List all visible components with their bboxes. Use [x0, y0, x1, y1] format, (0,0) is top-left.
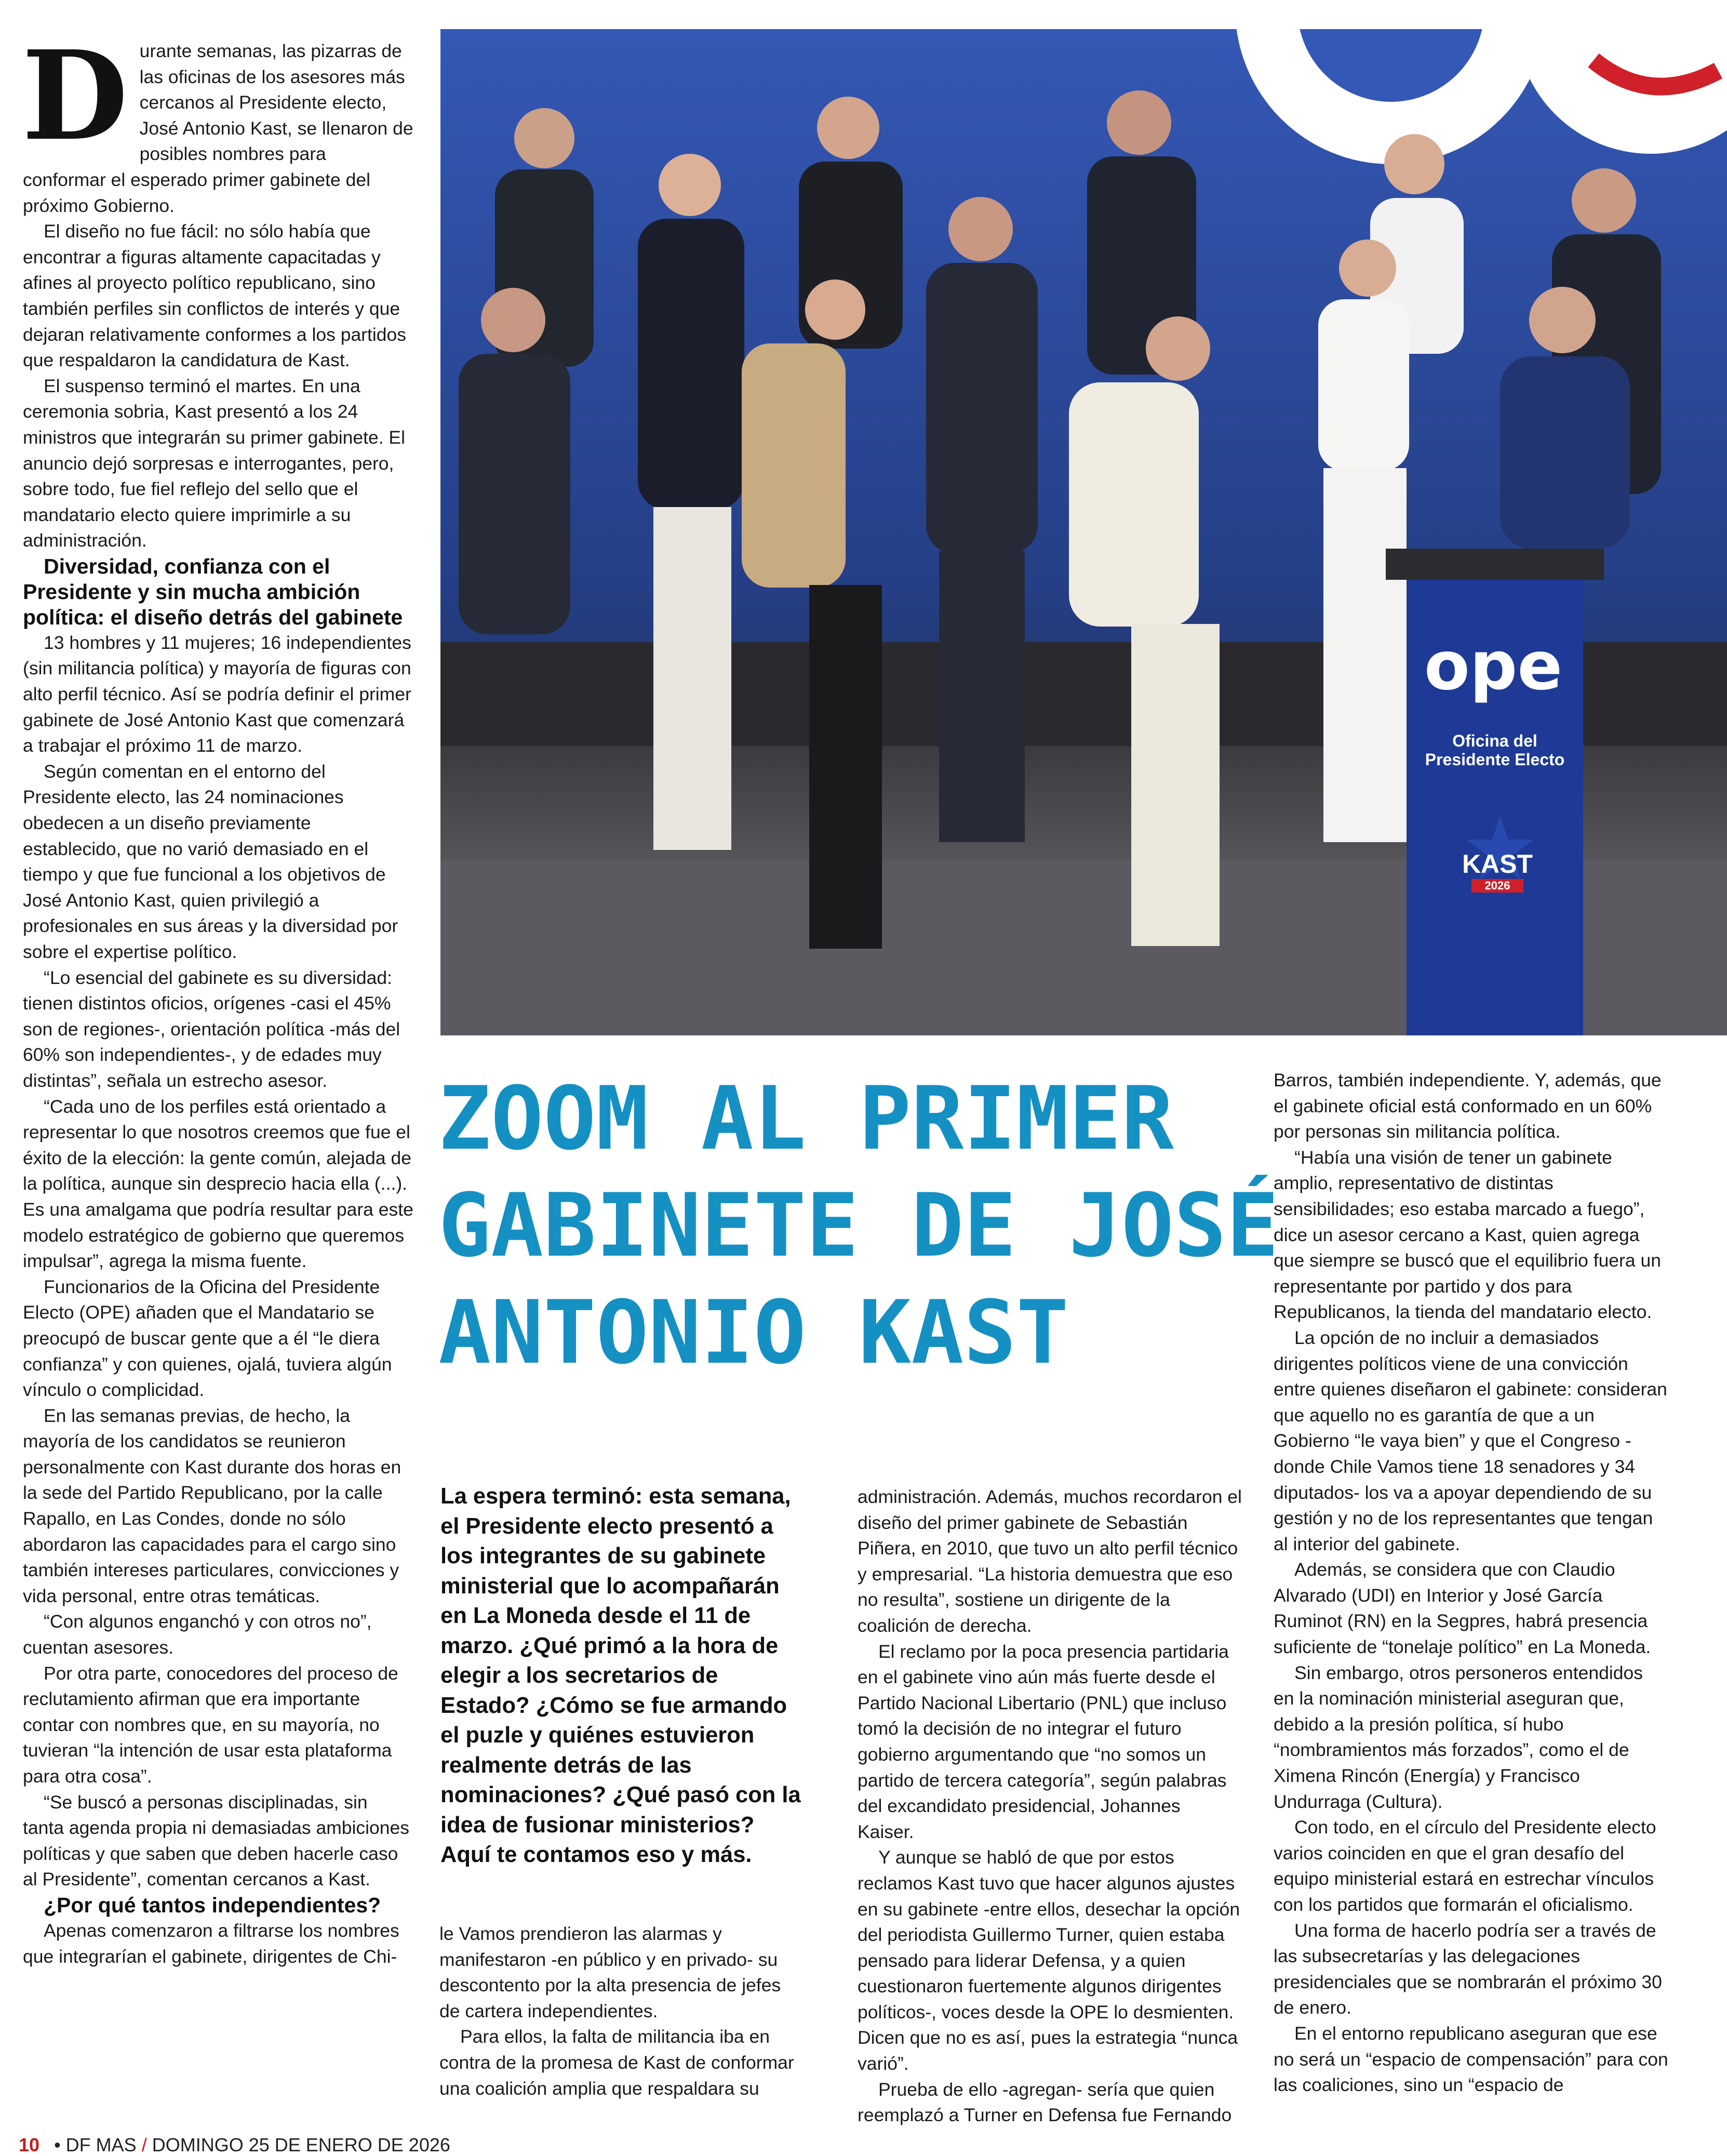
article-column-1 [22, 23, 413, 1969]
drop-cap: D [22, 23, 128, 168]
paragraph: Según comentan en el entorno del Presidente electo, las 24 nominaciones obedecen a un diseño previamente establecido, que no varió demasiado en el tiempo y que fue funcional a los objetivos de José Antonio Kast, quien privilegió a profesionales en sus áreas y la diversidad por sobre el expertise político. [23, 761, 398, 962]
headline [438, 1065, 1279, 1386]
footer-separator: / [141, 2134, 147, 2155]
paragraph: Apenas comenzaron a filtrarse los nombres que integrarían el gabinete, dirigentes de Chi- [23, 1920, 399, 1967]
headline-line-2: GABINETE DE JOSÉ [438, 1175, 1279, 1276]
paragraph: El diseño no fue fácil: no sólo había que encontrar a figuras altamente capacitadas y afines al proyecto político republicano, sino también perfiles sin conflictos de interés y que dejaran relativamente conformes a los partidos que respaldaron la candidatura de Kast. [23, 221, 406, 371]
paragraph: El reclamo por la poca presencia partidaria en el gabinete vino aún más fuerte desde el Partido Nacional Libertario (PNL) que incluso tomó la decisión de no integrar el futuro gobierno argumentando que “no somos un partido de tercera categoría”, según palabras del excandidato presidencial, Johannes Kaiser. [858, 1641, 1229, 1842]
paragraph: Funcionarios de la Oficina del Presidente Electo (OPE) añaden que el Mandatario se preocupó de buscar gente que a él “le diera confianza” y con quienes, ojalá, tuviera algún vínculo o complicidad. [23, 1276, 392, 1401]
paragraph: “Se buscó a personas disciplinadas, sin tanta agenda propia ni demasiadas ambiciones políticas y que saben que deben hacerle caso al Presidente”, comentan cercanos a Kast. [23, 1791, 410, 1890]
paragraph: Barros, también independiente. Y, además, que el gabinete oficial está conformado en un 60% por personas sin militancia política. [1274, 1070, 1662, 1142]
podium-subtitle-1: Oficina del [1452, 731, 1537, 750]
podium-badge-year: 2026 [1471, 879, 1523, 893]
paragraph: Además, se considera que con Claudio Alvarado (UDI) en Interior y José García Ruminot (RN) en la Segpres, habrá presencia suficiente de “tonelaje político” en La Moneda. [1274, 1559, 1651, 1658]
page-number: 10 [19, 2134, 40, 2155]
podium-badge: KAST [1462, 849, 1533, 879]
paragraph: Por otra parte, conocedores del proceso de reclutamiento afirman que era importante contar con nombres que, en su mayoría, no tuvieran “la intención de usar esta plataforma para otra cosa”. [23, 1662, 398, 1787]
article-column-2 [439, 1921, 803, 2101]
podium [1386, 549, 1604, 1035]
article-column-4 [1274, 1068, 1668, 2098]
paragraph: Y aunque se habló de que por estos reclamos Kast tuvo que hacer algunos ajustes en su gabinete -entre ellos, desechar la opción del periodista Guillermo Turner, quien estaba pensado para liderar Defensa, y a quien cuestionaron fuertemente algunos dirigentes políticos-, voces desde la OPE lo desmienten. Dicen que no es así, pues la estrategia “nunca varió”. [858, 1847, 1240, 2074]
paragraph: Sin embargo, otros personeros entendidos en la nominación ministerial aseguran que, debido a la presión política, sí hubo “nombramientos más forzados”, como el de Ximena Rincón (Energía) y Francisco Undurraga (Cultura). [1274, 1662, 1643, 1812]
headline-line-3: ANTONIO KAST [438, 1282, 1069, 1383]
section-subhead: ¿Por qué tantos independientes? [44, 1893, 381, 1917]
paragraph: Una forma de hacerlo podría ser a través de las subsecretarías y las delegaciones presidenciales que se nombrarán el próximo 30 de enero. [1274, 1920, 1662, 2018]
article-column-3 [858, 1484, 1242, 2128]
issue-date: DOMINGO 25 DE ENERO DE 2026 [152, 2134, 450, 2155]
section-subhead: Diversidad, confianza con el Presidente y sin mucha ambición política: el diseño detrás del gabinete [23, 554, 403, 629]
intro-paragraph: Durante semanas, las pizarras de las oficinas de los asesores más cercanos al Presidente electo, José Antonio Kast, se llenaron de posibles nombres para conformar el esperado primer gabinete del próximo Gobierno. [22, 23, 413, 216]
paragraph: “Lo esencial del gabinete es su diversidad: tienen distintos oficios, orígenes -casi el 45% son de regiones-, orientación política -más del 60% son independientes-, y de edades muy distintas”, señala un estrecho asesor. [23, 967, 400, 1091]
page-footer [19, 2134, 450, 2156]
paragraph: le Vamos prendieron las alarmas y manifestaron -en público y en privado- su descontento por la alta presencia de jefes de cartera independientes. [439, 1923, 781, 2021]
headline-line-1: ZOOM AL PRIMER [438, 1068, 1174, 1169]
paragraph: Prueba de ello -agregan- sería que quien reemplazó a Turner en Defensa fue Fernando [858, 2079, 1232, 2126]
paragraph: administración. Además, muchos recordaron el diseño del primer gabinete de Sebastián Piñera, en 2010, que tuvo un alto perfil técnico y empresarial. “La historia demuestra que eso no resulta”, sostiene un dirigente de la coalición de derecha. [858, 1486, 1242, 1636]
paragraph: “Con algunos enganchó y con otros no”, cuentan asesores. [23, 1611, 372, 1658]
paragraph: “Había una visión de tener un gabinete amplio, representativo de distintas sensibilidades; eso estaba marcado a fuego”, dice un asesor cercano a Kast, quien agrega que siempre se buscó que el equilibrio fuera un representante por partido y dos para Republicanos, la tienda del mandatario electo. [1274, 1147, 1661, 1323]
podium-subtitle-2: Presidente Electo [1425, 750, 1565, 769]
podium-logo: ope [1424, 628, 1563, 705]
paragraph: 13 hombres y 11 mujeres; 16 independientes (sin militancia política) y mayoría de figuras con alto perfil técnico. Así se podría definir el primer gabinete de José Antonio Kast que comenzará a trabajar el próximo 11 de marzo. [23, 632, 411, 756]
paragraph: El suspenso terminó el martes. En una ceremonia sobria, Kast presentó a los 24 ministros que integrarán su primer gabinete. El anuncio dejó sorpresas e interrogantes, pero, sobre todo, fue fiel reflejo del sello que el mandatario electo quiere imprimirle a su administración. [23, 375, 406, 551]
paragraph: En el entorno republicano aseguran que ese no será un “espacio de compensación” para con las coaliciones, sino un “espacio de [1274, 2022, 1668, 2096]
lead-paragraph: La espera terminó: esta semana, el Presidente electo presentó a los integrantes de su gabinete ministerial que lo acompañarán en La Moneda desde el 11 de marzo. ¿Qué primó a la hora de elegir a los secretarios de Estado? ¿Cómo se fue armando el puzle y quiénes estuvieron realmente detrás de las nominaciones? ¿Qué pasó con la idea de fusionar ministerios? Aquí te contamos eso y más. [440, 1484, 801, 1867]
paragraph: Con todo, en el círculo del Presidente electo varios coinciden en que el gran desafío del equipo ministerial estará en estrechar vínculos con los partidos que formarán el oficialismo. [1274, 1817, 1656, 1915]
paragraph: En las semanas previas, de hecho, la mayoría de los candidatos se reunieron personalmente con Kast durante dos horas en la sede del Partido Republicano, por la calle Rapallo, en Las Condes, donde no sólo abordaron las capacidades para el cargo sino también intereses particulares, convicciones y vida personal, entre otras temáticas. [23, 1405, 401, 1606]
section-name: • DF MAS [54, 2134, 137, 2155]
paragraph: La opción de no incluir a demasiados dirigentes políticos viene de una convicción entre quienes diseñaron el gabinete: consideran que aquello no es garantía de que a un Gobierno “le vaya bien” y que el Congreso -donde Chile Vamos tiene 18 senadores y 34 diputados- los va a apoyar dependiendo de su gestión y no de los representantes que tengan al interior del gabinete. [1274, 1327, 1667, 1554]
cabinet-photo [440, 29, 1727, 1035]
paragraph: Para ellos, la falta de militancia iba en contra de la promesa de Kast de conformar una coalición amplia que respaldara su [439, 2026, 794, 2099]
cabinet-photo-illustration [440, 29, 1727, 1035]
paragraph: “Cada uno de los perfiles está orientado a representar lo que nosotros creemos que fue el éxito de la elección: la gente común, alejada de la política, aunque sin desprecio hacia ella (...). Es una amalgama que podría resultar para este modelo estratégico de gobierno que queremos impulsar”, agrega la misma fuente. [23, 1096, 413, 1272]
